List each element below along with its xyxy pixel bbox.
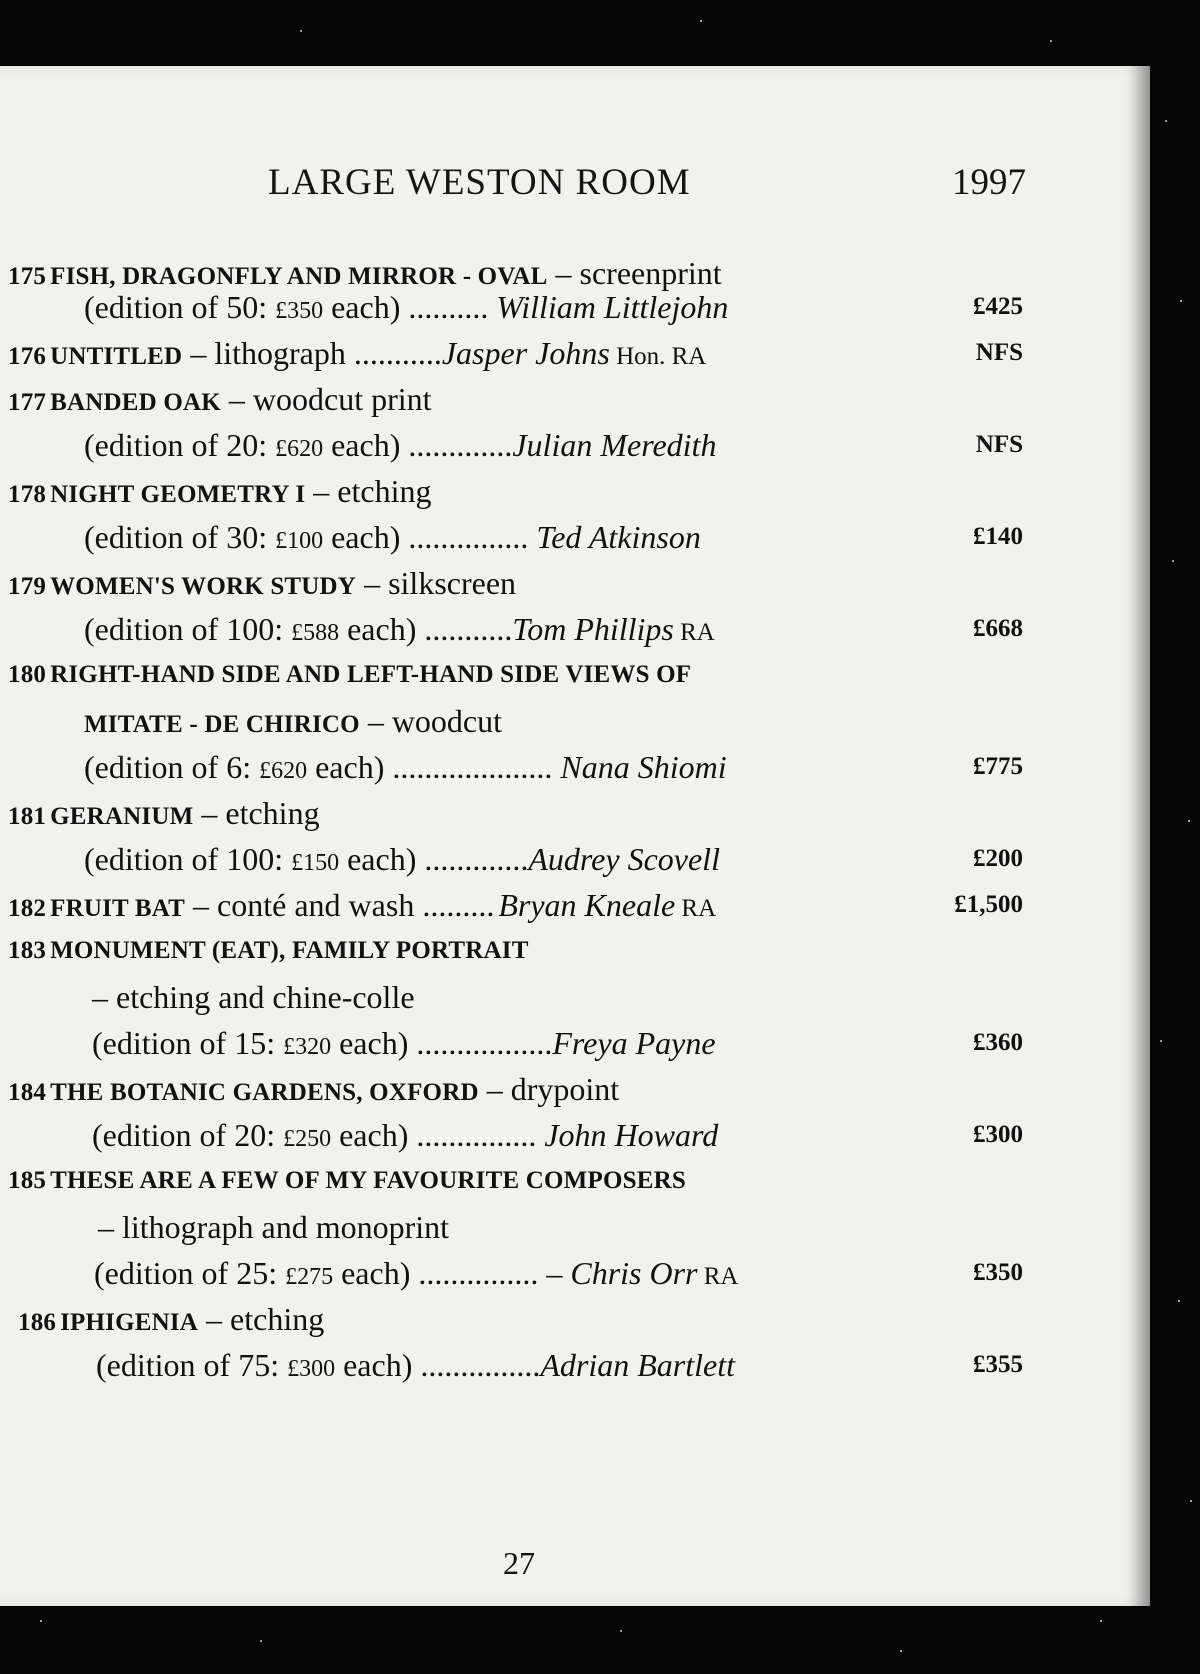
entry-181-edition-line: (edition of 100: £150 each) .............Audrey Scovell £200 xyxy=(8,834,1023,884)
artist-name: Bryan Kneale xyxy=(498,887,676,923)
dust-speck xyxy=(260,1640,262,1642)
entry-185-medium-line xyxy=(8,1202,1023,1252)
entry-number: 179 xyxy=(8,573,47,600)
entry-medium: drypoint xyxy=(510,1071,620,1107)
page-edge-shadow xyxy=(1128,66,1150,1606)
entry-number: 178 xyxy=(8,481,47,508)
entry-176-line: 176 UNTITLED – lithograph ...........Jasper Johns Hon. RA NFS xyxy=(8,328,1023,378)
entry-175-title-line: 175 FISH, DRAGONFLY AND MIRROR - OVAL – screenprint xyxy=(8,255,722,291)
entry-182-line: 182 FRUIT BAT – conté and wash ......... Bryan Kneale RA £1,500 xyxy=(8,880,1023,930)
artist-name: Jasper Johns xyxy=(441,335,610,371)
dust-speck xyxy=(300,30,302,32)
entry-medium: woodcut print xyxy=(252,381,432,417)
entry-175-edition-line: (edition of 50: £350 each) .......... William Littlejohn £425 xyxy=(8,282,1023,332)
entry-price: £355 xyxy=(973,1351,1023,1378)
entry-price: £775 xyxy=(973,753,1023,780)
entry-medium: woodcut xyxy=(391,703,503,739)
dust-speck xyxy=(1178,1300,1180,1302)
entry-price: £200 xyxy=(973,845,1023,872)
entry-title: THESE ARE A FEW OF MY FAVOURITE COMPOSERS xyxy=(50,1167,686,1194)
entry-price: £425 xyxy=(973,293,1023,320)
entry-price: NFS xyxy=(975,431,1023,458)
entry-medium: screenprint xyxy=(579,255,722,291)
entry-number: 186 xyxy=(18,1309,57,1336)
entry-180-title-line xyxy=(8,650,1023,700)
artist-name: Adrian Bartlett xyxy=(540,1347,735,1383)
artist-name: John Howard xyxy=(544,1117,719,1153)
entry-price: £668 xyxy=(973,615,1023,642)
entry-medium: etching xyxy=(337,473,432,509)
entry-183-edition-line: (edition of 15: £320 each) .................Freya Payne £360 xyxy=(8,1018,1023,1068)
entry-title: FISH, DRAGONFLY AND MIRROR - OVAL xyxy=(50,263,548,290)
artist-name: Julian Meredith xyxy=(512,427,717,463)
entry-186-title-line: 186 IPHIGENIA – etching xyxy=(18,1301,325,1337)
entry-number: 182 xyxy=(8,895,47,922)
artist-name: Nana Shiomi xyxy=(560,749,727,785)
entry-177-edition-line: (edition of 20: £620 each) .............Julian Meredith NFS xyxy=(8,420,1023,470)
entry-183-medium-line xyxy=(8,972,1023,1022)
entry-title: BANDED OAK xyxy=(50,389,221,416)
artist-name: Freya Payne xyxy=(552,1025,716,1061)
dust-speck xyxy=(1188,820,1190,822)
artist-name: Chris Orr xyxy=(570,1255,698,1291)
dust-speck xyxy=(1190,1500,1192,1502)
entry-medium: etching xyxy=(230,1301,325,1337)
dust-speck xyxy=(620,1630,622,1632)
dust-speck xyxy=(1050,40,1052,42)
entry-number: 184 xyxy=(8,1079,47,1106)
entry-price: £350 xyxy=(973,1259,1023,1286)
entry-180-title-line-2: MITATE - DE CHIRICO – woodcut xyxy=(84,703,503,739)
entry-number: 180 xyxy=(8,661,47,688)
dust-speck xyxy=(40,1620,42,1622)
entry-medium: silkscreen xyxy=(388,565,517,601)
artist-name: William Littlejohn xyxy=(496,289,729,325)
entry-184-edition-line: (edition of 20: £250 each) ............... John Howard £300 xyxy=(8,1110,1023,1160)
entry-number: 181 xyxy=(8,803,47,830)
entry-title: FRUIT BAT xyxy=(50,895,186,922)
entry-number: 175 xyxy=(8,263,47,290)
dust-speck xyxy=(1160,1040,1162,1042)
dust-speck xyxy=(1165,120,1167,122)
dust-speck xyxy=(900,1650,902,1652)
entry-title: RIGHT-HAND SIDE AND LEFT-HAND SIDE VIEWS OF xyxy=(50,661,692,688)
entry-186-edition-line: (edition of 75: £300 each) ...............Adrian Bartlett £355 xyxy=(8,1340,1023,1390)
entry-number: 183 xyxy=(8,937,47,964)
entry-price: £140 xyxy=(973,523,1023,550)
entry-title: WOMEN'S WORK STUDY xyxy=(50,573,357,600)
entry-number: 185 xyxy=(8,1167,47,1194)
dust-speck xyxy=(1100,1620,1102,1622)
entry-price: NFS xyxy=(975,339,1023,366)
entry-title: IPHIGENIA xyxy=(60,1309,199,1336)
artist-name: Ted Atkinson xyxy=(536,519,701,555)
entry-180-edition-line: (edition of 6: £620 each) .................... Nana Shiomi £775 xyxy=(8,742,1023,792)
entry-179-title-line: 179 WOMEN'S WORK STUDY – silkscreen xyxy=(8,565,517,601)
entry-185-title-line xyxy=(8,1156,1023,1206)
entry-title-cont: MITATE - DE CHIRICO xyxy=(84,711,360,738)
entry-medium: – etching and chine-colle xyxy=(92,979,415,1015)
entry-medium: conté and wash ......... xyxy=(217,887,495,923)
artist-name: Audrey Scovell xyxy=(528,841,720,877)
year: 1997 xyxy=(952,162,1026,203)
entry-price: £1,500 xyxy=(954,891,1023,918)
entry-title: NIGHT GEOMETRY I xyxy=(50,481,306,508)
dust-speck xyxy=(1172,560,1174,562)
entry-medium: lithograph ........... xyxy=(214,335,442,371)
entry-title: GERANIUM xyxy=(50,803,194,830)
entry-177-title-line: 177 BANDED OAK – woodcut print xyxy=(8,381,432,417)
entry-178-edition-line: (edition of 30: £100 each) ............... Ted Atkinson £140 xyxy=(8,512,1023,562)
entry-title: MONUMENT (EAT), FAMILY PORTRAIT xyxy=(50,937,529,964)
entry-178-title-line: 178 NIGHT GEOMETRY I – etching xyxy=(8,473,432,509)
entry-title: UNTITLED xyxy=(50,343,183,370)
entry-title: THE BOTANIC GARDENS, OXFORD xyxy=(50,1079,479,1106)
entry-184-title-line: 184 THE BOTANIC GARDENS, OXFORD – drypoint xyxy=(8,1071,620,1107)
entry-price: £300 xyxy=(973,1121,1023,1148)
entry-183-title-line xyxy=(8,926,1023,976)
entry-179-edition-line: (edition of 100: £588 each) ...........Tom Phillips RA £668 xyxy=(8,604,1023,654)
entry-185-edition-line: (edition of 25: £275 each) ............... – Chris Orr RA £350 xyxy=(8,1248,1023,1298)
artist-name: Tom Phillips xyxy=(512,611,674,647)
entry-181-title-line: 181 GERANIUM – etching xyxy=(8,795,320,831)
entry-medium: etching xyxy=(225,795,320,831)
entry-price: £360 xyxy=(973,1029,1023,1056)
entry-number: 176 xyxy=(8,343,47,370)
dust-speck xyxy=(700,20,702,22)
dust-speck xyxy=(1180,300,1182,302)
page-header xyxy=(0,158,1150,208)
entry-medium: – lithograph and monoprint xyxy=(98,1209,450,1245)
entry-number: 177 xyxy=(8,389,47,416)
room-title: LARGE WESTON ROOM xyxy=(268,162,691,203)
page-number: 27 xyxy=(503,1545,535,1581)
